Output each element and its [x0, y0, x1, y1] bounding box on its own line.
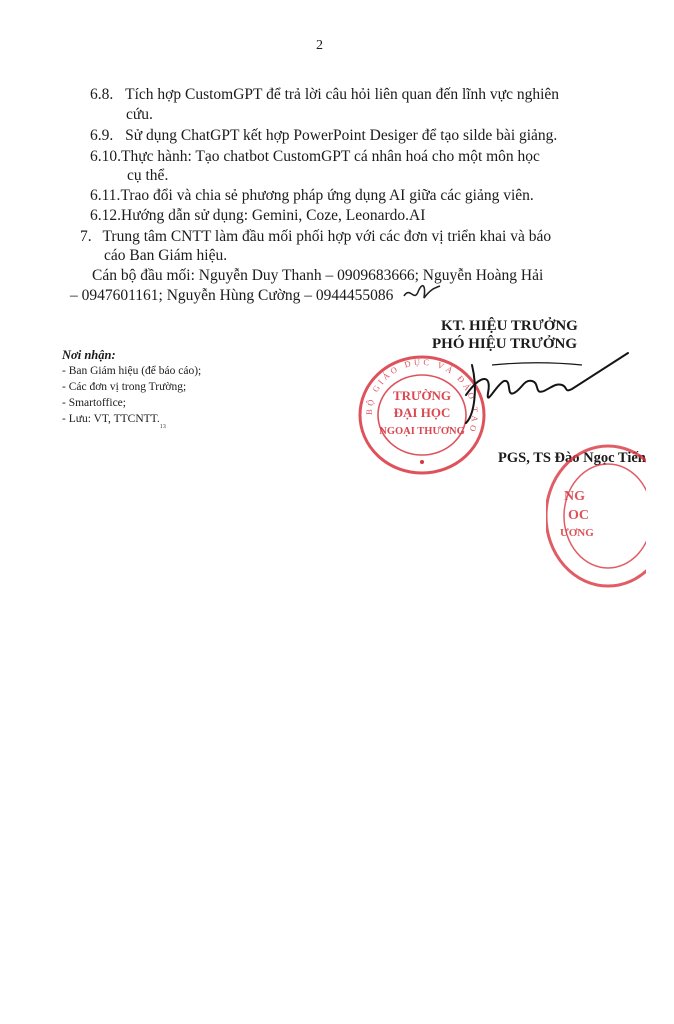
seal-line-3: NGOẠI THƯƠNG: [379, 426, 465, 437]
item-text: Trung tâm CNTT làm đầu mối phối hợp với các đơn vị triển khai và báo: [102, 228, 552, 245]
signature-title-2: PHÓ HIỆU TRƯỞNG: [432, 336, 578, 352]
page-number: 2: [316, 38, 323, 53]
handwritten-signature: [452, 335, 642, 430]
list-item-7: [80, 228, 551, 246]
seal-line-1: TRƯỜNG: [392, 388, 452, 403]
item-text: Thực hành: Tạo chatbot CustomGPT cá nhân hoá cho một môn học: [121, 148, 540, 165]
list-item-6-10: [90, 148, 540, 166]
list-item-6-9: [90, 127, 557, 145]
recipient-item: - Các đơn vị trong Trường;: [62, 381, 187, 393]
recipients-block: [62, 347, 201, 431]
recipients-title: Nơi nhận:: [62, 348, 116, 362]
item-number: 7.: [80, 228, 92, 245]
item-text: Hướng dẫn sử dụng: Gemini, Coze, Leonardo.AI: [121, 207, 426, 224]
item-number: 6.12.: [90, 207, 121, 224]
item-number: 6.8.: [90, 86, 114, 103]
partial-seal-line-1: NG: [564, 489, 585, 504]
item-text: Sử dụng ChatGPT kết hợp PowerPoint Desiger để tạo silde bài giảng.: [125, 127, 558, 144]
item-number: 6.9.: [90, 127, 114, 144]
seal-ring-text: BỘ GIÁO DỤC VÀ ĐÀO TẠO: [363, 356, 481, 436]
item-number: 6.11.: [90, 187, 121, 204]
item-text: Trao đổi và chia sẻ phương pháp ứng dụng AI giữa các giảng viên.: [120, 187, 534, 204]
signature-title-1: KT. HIỆU TRƯỞNG: [441, 318, 578, 334]
list-item-6-8: [90, 86, 559, 104]
item-continuation: cứu.: [126, 106, 153, 123]
item-continuation: cụ thể.: [127, 167, 169, 184]
list-item-6-12: [90, 207, 425, 225]
list-item-6-11: [90, 187, 534, 205]
recipient-item: - Lưu: VT, $TTCNTT._{_{13}}$: [62, 413, 166, 428]
partial-seal: [546, 438, 646, 588]
partial-seal-line-2: OC: [568, 508, 589, 523]
contact-line-1: Cán bộ đầu mối: Nguyễn Duy Thanh – 0909683666; Nguyễn Hoàng Hải: [92, 267, 544, 284]
recipient-item: - Ban Giám hiệu (để báo cáo);: [62, 365, 202, 377]
contact-line-2: – 0947601161; Nguyễn Hùng Cường – 0944455086: [70, 287, 394, 304]
recipient-item: - Smartoffice;: [62, 397, 126, 409]
seal-line-2: ĐẠI HỌC: [393, 405, 451, 420]
item-continuation: cáo Ban Giám hiệu.: [104, 247, 228, 264]
item-text: Tích hợp CustomGPT để trả lời câu hỏi liên quan đến lĩnh vực nghiên: [125, 86, 560, 103]
initials-mark: [400, 280, 442, 306]
item-number: 6.10.: [90, 148, 121, 165]
signer-name: PGS, TS Đào Ngọc Tiến: [498, 450, 646, 466]
partial-seal-line-3: ƯƠNG: [560, 527, 594, 539]
